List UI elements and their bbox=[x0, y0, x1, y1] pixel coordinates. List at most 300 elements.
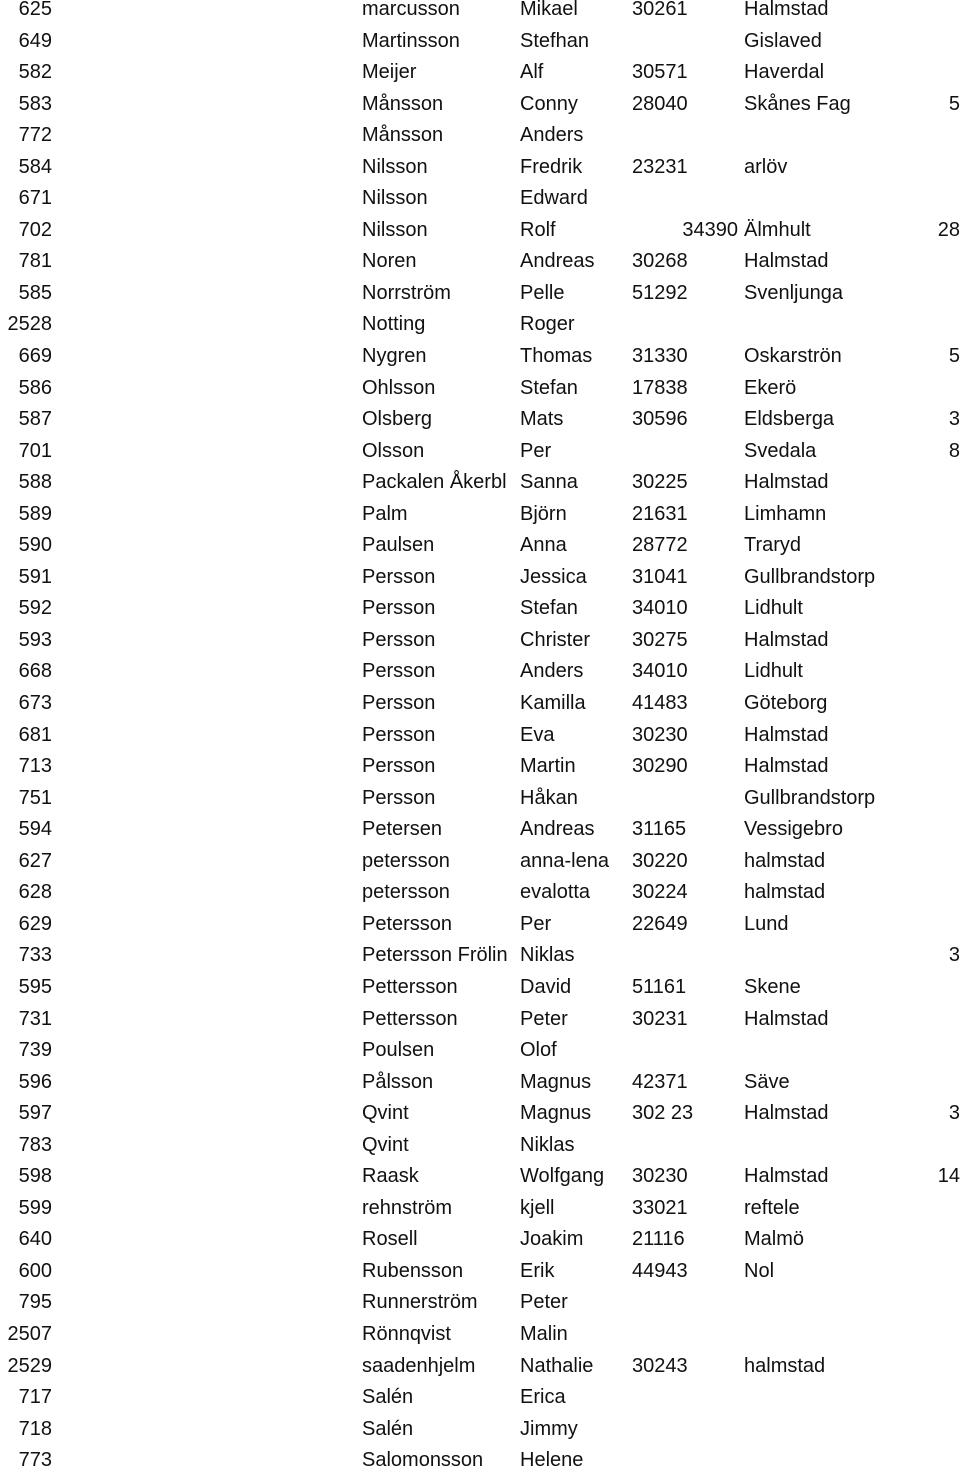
count-value bbox=[880, 530, 960, 562]
last-name: Nilsson bbox=[362, 187, 428, 210]
postal-code: 30231 bbox=[632, 1007, 688, 1030]
city: Vessigebro bbox=[744, 818, 843, 841]
count-value bbox=[880, 909, 960, 941]
last-name: Persson bbox=[362, 755, 436, 778]
list-row bbox=[0, 404, 960, 436]
list-row bbox=[0, 309, 960, 341]
postal-code bbox=[632, 1035, 740, 1067]
count-value bbox=[880, 593, 960, 625]
first-name: Niklas bbox=[520, 944, 575, 967]
list-row bbox=[0, 625, 960, 657]
city: Eldsberga bbox=[744, 408, 835, 431]
city: Göteborg bbox=[744, 692, 828, 715]
city: halmstad bbox=[744, 881, 826, 904]
count-value bbox=[880, 656, 960, 688]
list-row bbox=[0, 846, 960, 878]
list-row bbox=[0, 877, 960, 909]
last-name: Rosell bbox=[362, 1228, 418, 1251]
postal-code: 30268 bbox=[632, 250, 688, 273]
last-name: Månsson bbox=[362, 124, 444, 147]
last-name: Packalen Åkerbl bbox=[362, 471, 507, 494]
postal-code: 30290 bbox=[632, 755, 688, 778]
member-id: 629 bbox=[18, 912, 52, 935]
city: halmstad bbox=[744, 1354, 826, 1377]
list-row bbox=[0, 436, 960, 468]
list-row bbox=[0, 940, 960, 972]
first-name: Thomas bbox=[520, 345, 593, 368]
city: Halmstad bbox=[744, 1102, 829, 1125]
member-id: 772 bbox=[18, 124, 52, 147]
city: Malmö bbox=[744, 1228, 805, 1251]
list-row bbox=[0, 593, 960, 625]
postal-code: 30261 bbox=[632, 0, 688, 20]
last-name: Runnerström bbox=[362, 1291, 478, 1314]
postal-code bbox=[632, 1130, 740, 1162]
last-name: Petersson Frölin bbox=[362, 944, 508, 967]
city bbox=[744, 1319, 852, 1351]
last-name: marcusson bbox=[362, 0, 460, 20]
city: Skene bbox=[744, 975, 801, 998]
count-value: 14 bbox=[937, 1165, 960, 1188]
postal-code bbox=[632, 1445, 740, 1477]
count-value bbox=[880, 1004, 960, 1036]
postal-code: 30596 bbox=[632, 408, 688, 431]
last-name: saadenhjelm bbox=[362, 1354, 476, 1377]
member-id: 733 bbox=[18, 944, 52, 967]
first-name: Eva bbox=[520, 723, 555, 746]
count-value bbox=[880, 625, 960, 657]
last-name: Nilsson bbox=[362, 218, 428, 241]
count-value: 3 bbox=[948, 408, 960, 431]
postal-code: 21116 bbox=[632, 1228, 685, 1251]
first-name: Per bbox=[520, 912, 552, 935]
count-value bbox=[880, 751, 960, 783]
first-name: Edward bbox=[520, 187, 588, 210]
postal-code: 42371 bbox=[632, 1070, 688, 1093]
postal-code: 30224 bbox=[632, 881, 688, 904]
list-row bbox=[0, 814, 960, 846]
postal-code: 28772 bbox=[632, 534, 688, 557]
count-value bbox=[880, 1382, 960, 1414]
last-name: Rönnqvist bbox=[362, 1322, 451, 1345]
member-id: 585 bbox=[18, 281, 52, 304]
list-row bbox=[0, 373, 960, 405]
city: arlöv bbox=[744, 155, 788, 178]
last-name: Nygren bbox=[362, 345, 427, 368]
postal-code: 41483 bbox=[632, 692, 688, 715]
count-value: 5 bbox=[948, 92, 960, 115]
city: Ekerö bbox=[744, 376, 797, 399]
first-name: Kamilla bbox=[520, 692, 586, 715]
last-name: Norrström bbox=[362, 281, 451, 304]
last-name: petersson bbox=[362, 881, 450, 904]
postal-code: 30220 bbox=[632, 849, 688, 872]
member-id: 628 bbox=[18, 881, 52, 904]
last-name: Notting bbox=[362, 313, 426, 336]
list-row bbox=[0, 467, 960, 499]
member-id: 669 bbox=[18, 345, 52, 368]
count-value bbox=[880, 562, 960, 594]
last-name: Persson bbox=[362, 786, 436, 809]
last-name: Noren bbox=[362, 250, 417, 273]
postal-code: 30225 bbox=[632, 471, 688, 494]
last-name: Persson bbox=[362, 628, 436, 651]
count-value bbox=[880, 373, 960, 405]
last-name: Poulsen bbox=[362, 1039, 435, 1062]
postal-code bbox=[632, 120, 740, 152]
last-name: Persson bbox=[362, 660, 436, 683]
list-row bbox=[0, 1004, 960, 1036]
count-value bbox=[880, 1256, 960, 1288]
list-row bbox=[0, 152, 960, 184]
count-value: 8 bbox=[948, 439, 960, 462]
first-name: Conny bbox=[520, 92, 578, 115]
count-value bbox=[880, 688, 960, 720]
member-id: 596 bbox=[18, 1070, 52, 1093]
member-id: 671 bbox=[18, 187, 52, 210]
first-name: Wolfgang bbox=[520, 1165, 605, 1188]
postal-code: 44943 bbox=[632, 1259, 688, 1282]
member-id: 593 bbox=[18, 628, 52, 651]
city bbox=[744, 183, 852, 215]
postal-code: 34010 bbox=[632, 597, 688, 620]
member-id: 718 bbox=[18, 1417, 52, 1440]
postal-code: 23231 bbox=[632, 155, 688, 178]
member-id: 640 bbox=[18, 1228, 52, 1251]
postal-code: 34390 bbox=[682, 218, 738, 241]
member-id: 589 bbox=[18, 502, 52, 525]
member-id: 625 bbox=[18, 0, 52, 20]
postal-code: 30230 bbox=[632, 1165, 688, 1188]
first-name: Nathalie bbox=[520, 1354, 594, 1377]
last-name: Salén bbox=[362, 1417, 414, 1440]
city: Halmstad bbox=[744, 628, 829, 651]
list-row bbox=[0, 26, 960, 58]
member-id: 600 bbox=[18, 1259, 52, 1282]
list-row bbox=[0, 1130, 960, 1162]
count-value bbox=[880, 783, 960, 815]
last-name: Pettersson bbox=[362, 1007, 458, 1030]
city: Gullbrandstorp bbox=[744, 565, 876, 588]
last-name: Persson bbox=[362, 692, 436, 715]
list-row bbox=[0, 1098, 960, 1130]
last-name: rehnström bbox=[362, 1196, 453, 1219]
postal-code: 17838 bbox=[632, 376, 688, 399]
member-id: 717 bbox=[18, 1386, 52, 1409]
count-value bbox=[880, 1319, 960, 1351]
city bbox=[744, 120, 852, 152]
member-id: 2528 bbox=[7, 313, 52, 336]
city bbox=[744, 1382, 852, 1414]
member-id: 582 bbox=[18, 61, 52, 84]
first-name: Pelle bbox=[520, 281, 565, 304]
postal-code: 22649 bbox=[632, 912, 688, 935]
count-value bbox=[880, 499, 960, 531]
first-name: Mikael bbox=[520, 0, 578, 20]
member-id: 583 bbox=[18, 92, 52, 115]
last-name: Qvint bbox=[362, 1102, 409, 1125]
member-id: 702 bbox=[18, 218, 52, 241]
last-name: Pettersson bbox=[362, 975, 458, 998]
last-name: petersson bbox=[362, 849, 450, 872]
count-value bbox=[880, 1193, 960, 1225]
member-id: 2529 bbox=[7, 1354, 52, 1377]
city: Halmstad bbox=[744, 1165, 829, 1188]
postal-code bbox=[632, 1319, 740, 1351]
postal-code: 31041 bbox=[632, 565, 688, 588]
list-row bbox=[0, 1035, 960, 1067]
member-id: 586 bbox=[18, 376, 52, 399]
count-value bbox=[880, 877, 960, 909]
city: Halmstad bbox=[744, 0, 829, 20]
city bbox=[744, 1130, 852, 1162]
member-id: 597 bbox=[18, 1102, 52, 1125]
last-name: Qvint bbox=[362, 1133, 409, 1156]
first-name: kjell bbox=[520, 1196, 555, 1219]
city: Svenljunga bbox=[744, 281, 843, 304]
list-row bbox=[0, 1382, 960, 1414]
member-id: 591 bbox=[18, 565, 52, 588]
count-value bbox=[880, 467, 960, 499]
count-value: 3 bbox=[948, 944, 960, 967]
city bbox=[744, 1414, 852, 1446]
last-name: Raask bbox=[362, 1165, 419, 1188]
city: Halmstad bbox=[744, 250, 829, 273]
list-row bbox=[0, 751, 960, 783]
list-row bbox=[0, 688, 960, 720]
count-value bbox=[880, 1414, 960, 1446]
member-id: 673 bbox=[18, 692, 52, 715]
last-name: Meijer bbox=[362, 61, 417, 84]
postal-code bbox=[632, 1382, 740, 1414]
member-id: 590 bbox=[18, 534, 52, 557]
count-value bbox=[880, 1224, 960, 1256]
count-value bbox=[880, 57, 960, 89]
last-name: Olsson bbox=[362, 439, 425, 462]
member-id: 595 bbox=[18, 975, 52, 998]
list-row bbox=[0, 341, 960, 373]
list-row bbox=[0, 215, 960, 247]
first-name: Christer bbox=[520, 628, 591, 651]
first-name: Stefan bbox=[520, 597, 578, 620]
first-name: Per bbox=[520, 439, 552, 462]
list-row bbox=[0, 1224, 960, 1256]
city: Säve bbox=[744, 1070, 790, 1093]
city: Gislaved bbox=[744, 29, 822, 52]
last-name: Paulsen bbox=[362, 534, 435, 557]
member-id: 668 bbox=[18, 660, 52, 683]
last-name: Rubensson bbox=[362, 1259, 464, 1282]
city: Halmstad bbox=[744, 723, 829, 746]
last-name: Pålsson bbox=[362, 1070, 434, 1093]
member-id: 681 bbox=[18, 723, 52, 746]
count-value bbox=[880, 972, 960, 1004]
postal-code: 31165 bbox=[632, 818, 687, 841]
first-name: Stefan bbox=[520, 376, 578, 399]
last-name: Petersen bbox=[362, 818, 443, 841]
city: Svedala bbox=[744, 439, 817, 462]
postal-code: 51292 bbox=[632, 281, 688, 304]
list-row bbox=[0, 1256, 960, 1288]
count-value bbox=[880, 846, 960, 878]
first-name: Håkan bbox=[520, 786, 578, 809]
count-value bbox=[880, 1287, 960, 1319]
first-name: Jimmy bbox=[520, 1417, 578, 1440]
postal-code: 21631 bbox=[632, 502, 688, 525]
postal-code: 28040 bbox=[632, 92, 688, 115]
last-name: Ohlsson bbox=[362, 376, 436, 399]
member-id: 592 bbox=[18, 597, 52, 620]
count-value bbox=[880, 278, 960, 310]
list-row bbox=[0, 278, 960, 310]
city: Lund bbox=[744, 912, 789, 935]
postal-code: 30243 bbox=[632, 1354, 688, 1377]
first-name: Björn bbox=[520, 502, 567, 525]
first-name: Mats bbox=[520, 408, 564, 431]
count-value bbox=[880, 246, 960, 278]
postal-code: 30571 bbox=[632, 61, 688, 84]
last-name: Persson bbox=[362, 723, 436, 746]
city: Haverdal bbox=[744, 61, 825, 84]
list-row bbox=[0, 183, 960, 215]
member-id: 2507 bbox=[7, 1322, 52, 1345]
list-row bbox=[0, 1414, 960, 1446]
count-value: 28 bbox=[937, 218, 960, 241]
first-name: Peter bbox=[520, 1007, 568, 1030]
first-name: Peter bbox=[520, 1291, 568, 1314]
member-id: 594 bbox=[18, 818, 52, 841]
first-name: Niklas bbox=[520, 1133, 575, 1156]
postal-code bbox=[632, 436, 740, 468]
last-name: Persson bbox=[362, 597, 436, 620]
count-value bbox=[880, 814, 960, 846]
first-name: Sanna bbox=[520, 471, 578, 494]
first-name: Fredrik bbox=[520, 155, 583, 178]
count-value bbox=[880, 1067, 960, 1099]
last-name: Petersson bbox=[362, 912, 453, 935]
list-row bbox=[0, 246, 960, 278]
first-name: Anders bbox=[520, 124, 584, 147]
postal-code bbox=[632, 1287, 740, 1319]
count-value bbox=[880, 1035, 960, 1067]
first-name: David bbox=[520, 975, 572, 998]
member-id: 783 bbox=[18, 1133, 52, 1156]
list-row bbox=[0, 783, 960, 815]
list-row bbox=[0, 0, 960, 26]
list-row bbox=[0, 972, 960, 1004]
first-name: Anders bbox=[520, 660, 584, 683]
count-value: 3 bbox=[948, 1102, 960, 1125]
postal-code: 31330 bbox=[632, 345, 688, 368]
list-row bbox=[0, 909, 960, 941]
city: Gullbrandstorp bbox=[744, 786, 876, 809]
list-row bbox=[0, 120, 960, 152]
member-id: 795 bbox=[18, 1291, 52, 1314]
postal-code bbox=[632, 183, 740, 215]
postal-code: 51161 bbox=[632, 975, 687, 998]
postal-code bbox=[632, 26, 740, 58]
first-name: Erica bbox=[520, 1386, 566, 1409]
city bbox=[744, 940, 852, 972]
last-name: Persson bbox=[362, 565, 436, 588]
first-name: Helene bbox=[520, 1449, 584, 1472]
list-row bbox=[0, 1193, 960, 1225]
list-row bbox=[0, 720, 960, 752]
first-name: Erik bbox=[520, 1259, 555, 1282]
city bbox=[744, 1035, 852, 1067]
last-name: Olsberg bbox=[362, 408, 433, 431]
city: Halmstad bbox=[744, 1007, 829, 1030]
count-value bbox=[880, 183, 960, 215]
city bbox=[744, 1445, 852, 1477]
first-name: Magnus bbox=[520, 1102, 592, 1125]
list-row bbox=[0, 499, 960, 531]
city: Traryd bbox=[744, 534, 802, 557]
postal-code: 30275 bbox=[632, 628, 688, 651]
count-value bbox=[880, 152, 960, 184]
postal-code: 30230 bbox=[632, 723, 688, 746]
list-row bbox=[0, 89, 960, 121]
member-id: 713 bbox=[18, 755, 52, 778]
city: Halmstad bbox=[744, 471, 829, 494]
list-row bbox=[0, 1445, 960, 1477]
city: Halmstad bbox=[744, 755, 829, 778]
count-value: 5 bbox=[948, 345, 960, 368]
first-name: Alf bbox=[520, 61, 544, 84]
city bbox=[744, 1287, 852, 1319]
list-row bbox=[0, 1161, 960, 1193]
list-row bbox=[0, 656, 960, 688]
city: Älmhult bbox=[744, 218, 811, 241]
member-id: 701 bbox=[18, 439, 52, 462]
city: Oskarströn bbox=[744, 345, 842, 368]
first-name: Jessica bbox=[520, 565, 587, 588]
list-row bbox=[0, 1319, 960, 1351]
first-name: anna-lena bbox=[520, 849, 609, 872]
member-id: 584 bbox=[18, 155, 52, 178]
city: Nol bbox=[744, 1259, 775, 1282]
first-name: Stefhan bbox=[520, 29, 589, 52]
count-value bbox=[880, 0, 960, 26]
city: Lidhult bbox=[744, 660, 803, 683]
member-id: 731 bbox=[18, 1007, 52, 1030]
city: Limhamn bbox=[744, 502, 827, 525]
list-row bbox=[0, 1067, 960, 1099]
last-name: Salomonsson bbox=[362, 1449, 484, 1472]
first-name: Martin bbox=[520, 755, 576, 778]
postal-code: 302 23 bbox=[632, 1102, 694, 1125]
city: Skånes Fag bbox=[744, 92, 851, 115]
postal-code bbox=[632, 309, 740, 341]
first-name: Anna bbox=[520, 534, 567, 557]
member-id: 599 bbox=[18, 1196, 52, 1219]
first-name: Roger bbox=[520, 313, 575, 336]
city: reftele bbox=[744, 1196, 800, 1219]
list-row bbox=[0, 1287, 960, 1319]
member-id: 739 bbox=[18, 1039, 52, 1062]
first-name: Rolf bbox=[520, 218, 556, 241]
last-name: Salén bbox=[362, 1386, 414, 1409]
city: halmstad bbox=[744, 849, 826, 872]
member-id: 598 bbox=[18, 1165, 52, 1188]
list-row bbox=[0, 1351, 960, 1383]
first-name: Andreas bbox=[520, 818, 595, 841]
member-id: 627 bbox=[18, 849, 52, 872]
city bbox=[744, 309, 852, 341]
first-name: evalotta bbox=[520, 881, 591, 904]
city: Lidhult bbox=[744, 597, 803, 620]
list-row bbox=[0, 530, 960, 562]
